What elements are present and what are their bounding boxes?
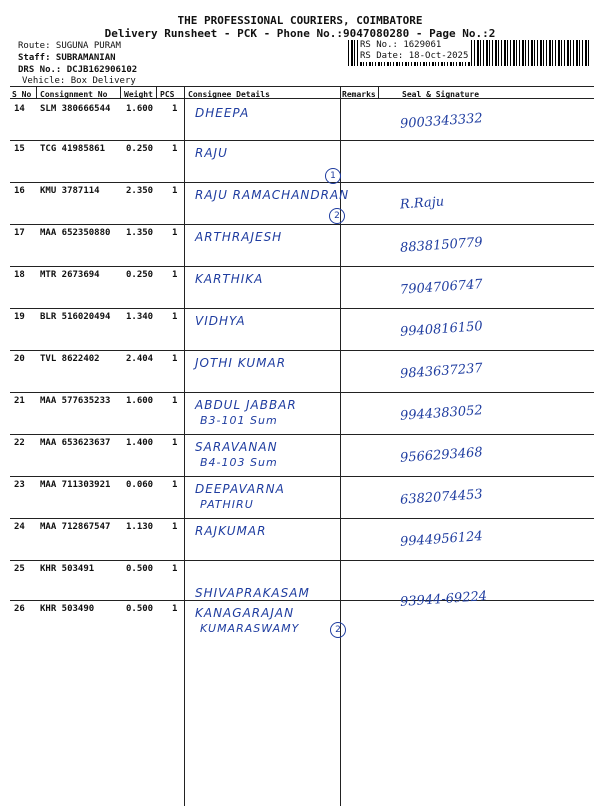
row-divider — [10, 308, 594, 309]
row-pcs: 1 — [172, 438, 178, 448]
row-weight: 0.500 — [126, 564, 154, 574]
rs-date: RS Date: 18-Oct-2025 — [360, 51, 469, 61]
row-sno: 15 — [14, 144, 25, 154]
row-sno: 17 — [14, 228, 25, 238]
row-divider — [10, 140, 594, 141]
row-weight: 2.350 — [126, 186, 154, 196]
row-consignee-name: RAJU RAMACHANDRAN — [195, 188, 350, 202]
row-weight: 1.400 — [126, 438, 154, 448]
row-sno: 22 — [14, 438, 25, 448]
row-weight: 1.350 — [126, 228, 154, 238]
row-weight: 0.250 — [126, 270, 154, 280]
row-divider — [10, 476, 594, 477]
row-pcs: 1 — [172, 396, 178, 406]
row-consignment-no: KHR 503491 — [40, 564, 95, 574]
row-signature: 9003343332 — [399, 111, 484, 132]
company-title: THE PROFESSIONAL COURIERS, COIMBATORE — [177, 14, 423, 27]
drs-label: DRS No.: DCJB162906102 — [18, 65, 138, 75]
row-weight: 0.250 — [126, 144, 154, 154]
col-remarks: Remarks — [342, 90, 376, 99]
row-consignee-detail: B4-103 Sum — [200, 456, 278, 469]
circled-mark: 1 — [325, 168, 341, 184]
row-divider — [10, 518, 594, 519]
row-consignee-name: VIDHYA — [195, 314, 246, 328]
row-divider — [10, 600, 594, 601]
route-label: Route: SUGUNA PURAM — [18, 41, 121, 51]
row-weight: 1.600 — [126, 396, 154, 406]
row-signature: 9566293468 — [399, 445, 484, 466]
row-consignment-no: MTR 2673694 — [40, 270, 100, 280]
row-sno: 25 — [14, 564, 25, 574]
row-weight: 0.060 — [126, 480, 154, 490]
row-signature: 9940816150 — [399, 319, 484, 340]
row-sno: 18 — [14, 270, 25, 280]
row-consignee-name: RAJU — [195, 146, 228, 160]
row-consignment-no: MAA 653623637 — [40, 438, 111, 448]
row-sno: 23 — [14, 480, 25, 490]
row-pcs: 1 — [172, 228, 178, 238]
row-consignment-no: MAA 577635233 — [40, 396, 111, 406]
row-consignee-name: SARAVANAN — [195, 440, 278, 454]
rs-info — [358, 40, 470, 62]
col-pcs: PCS — [160, 90, 175, 99]
circled-mark: 2 — [329, 208, 345, 224]
vehicle-label: Vehicle: Box Delivery — [22, 76, 136, 86]
row-consignment-no: KMU 3787114 — [40, 186, 100, 196]
row-consignee-name: RAJKUMAR — [195, 524, 267, 538]
col-sno: S No — [12, 90, 32, 99]
row-pcs: 1 — [172, 312, 178, 322]
row-pcs: 1 — [172, 144, 178, 154]
row-consignee-detail: B3-101 Sum — [200, 414, 278, 427]
row-sno: 20 — [14, 354, 25, 364]
row-consignment-no: MAA 711303921 — [40, 480, 111, 490]
runsheet-title: Delivery Runsheet - PCK - Phone No.:9047080280 - Page No.:2 — [104, 27, 496, 40]
row-consignee-name: ABDUL JABBAR — [195, 398, 297, 412]
row-signature: 9944383052 — [399, 403, 484, 424]
row-divider — [10, 224, 594, 225]
row-pcs: 1 — [172, 354, 178, 364]
row-pcs: 1 — [172, 604, 178, 614]
row-consignment-no: KHR 503490 — [40, 604, 95, 614]
row-divider — [10, 560, 594, 561]
row-consignment-no: MAA 652350880 — [40, 228, 111, 238]
row-pcs: 1 — [172, 480, 178, 490]
row-sno: 14 — [14, 104, 25, 114]
row-divider — [10, 392, 594, 393]
row-signature: 93944-69224 — [399, 588, 488, 611]
row-consignment-no: TCG 41985861 — [40, 144, 106, 154]
row-signature: 8838150779 — [399, 235, 484, 256]
col-seal: Seal & Signature — [402, 90, 480, 99]
row-signature: 9944956124 — [399, 529, 484, 550]
row-consignee-name: DEEPAVARNA — [195, 482, 285, 496]
row-consignment-no: SLM 380666544 — [40, 104, 111, 114]
row-consignee-name: KANAGARAJAN — [195, 606, 295, 620]
row-sno: 16 — [14, 186, 25, 196]
row-consignee-name: DHEEPA — [195, 106, 250, 120]
row-weight: 2.404 — [126, 354, 154, 364]
row-divider — [10, 350, 594, 351]
row-consignee-name: ARTHRAJESH — [195, 230, 283, 244]
row-pcs: 1 — [172, 564, 178, 574]
col-consignee: Consignee Details — [188, 90, 270, 99]
col-consignment: Consignment No — [40, 90, 108, 99]
row-divider — [10, 182, 594, 183]
row-consignment-no: BLR 516020494 — [40, 312, 111, 322]
row-signature: R.Raju — [399, 194, 445, 213]
rs-number: RS No.: 1629061 — [360, 40, 442, 50]
row-weight: 1.130 — [126, 522, 154, 532]
row-pcs: 1 — [172, 522, 178, 532]
row-sno: 19 — [14, 312, 25, 322]
row-consignee-name: JOTHI KUMAR — [195, 356, 287, 370]
circled-mark: 2 — [330, 622, 346, 638]
row-weight: 1.600 — [126, 104, 154, 114]
col-weight: Weight — [124, 90, 153, 99]
row-pcs: 1 — [172, 186, 178, 196]
row-signature: 6382074453 — [399, 487, 484, 508]
row-sno: 26 — [14, 604, 25, 614]
row-sno: 24 — [14, 522, 25, 532]
row-pcs: 1 — [172, 104, 178, 114]
row-divider — [10, 266, 594, 267]
row-consignee-detail: KUMARASWAMY — [200, 622, 300, 635]
row-signature: 9843637237 — [399, 361, 484, 382]
row-consignment-no: TVL 8622402 — [40, 354, 100, 364]
row-consignment-no: MAA 712867547 — [40, 522, 111, 532]
row-signature: 7904706747 — [399, 277, 484, 298]
row-divider — [10, 434, 594, 435]
row-weight: 1.340 — [126, 312, 154, 322]
row-consignee-name: SHIVAPRAKASAM — [195, 586, 310, 600]
row-sno: 21 — [14, 396, 25, 406]
row-pcs: 1 — [172, 270, 178, 280]
staff-label: Staff: SUBRAMANIAN — [18, 53, 116, 63]
row-consignee-detail: PATHIRU — [200, 498, 254, 511]
row-weight: 0.500 — [126, 604, 154, 614]
row-consignee-name: KARTHIKA — [195, 272, 264, 286]
